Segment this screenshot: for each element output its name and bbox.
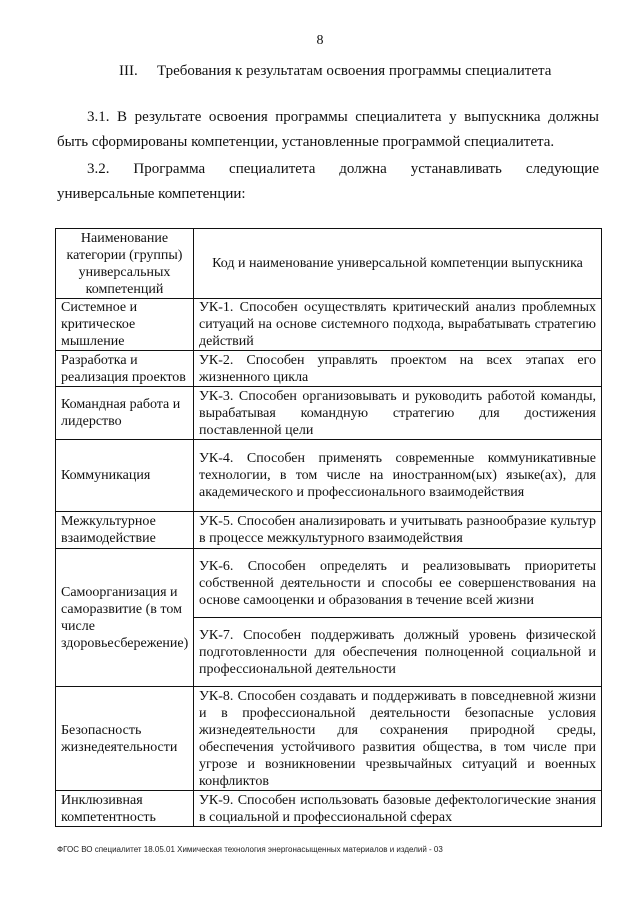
- paragraph-3-2-line2: универсальные компетенции:: [57, 186, 246, 202]
- paragraph-3-2: [57, 157, 599, 207]
- category-cell: Системное и критическое мышление: [56, 299, 194, 351]
- table-row: [56, 549, 602, 618]
- paragraph-3-2-line1: [57, 157, 599, 182]
- header-competency: Код и наименование универсальной компетенции выпускника: [194, 229, 602, 299]
- competency-cell: УК-1. Способен осуществлять критический анализ проблемных ситуаций на основе системного подхода, вырабатывать стратегию действий: [194, 299, 602, 351]
- category-cell: Разработка и реализация проектов: [56, 351, 194, 387]
- table-header-row: [56, 229, 602, 299]
- category-cell: Самоорганизация и саморазвитие (в том числе здоровьесбережение): [56, 549, 194, 687]
- competency-cell: УК-8. Способен создавать и поддерживать в повседневной жизни и в профессиональной деятельности безопасные условия жизнедеятельности для сохранения природной среды, обеспечения устойчивого развития общества, в том числе при угрозе и возникновении чрезвычайных ситуаций и военных конфликтов: [194, 687, 602, 791]
- competency-cell: УК-6. Способен определять и реализовывать приоритеты собственной деятельности и способы ее совершенствования на основе самооценки и образования в течение всей жизни: [194, 549, 602, 618]
- competency-cell: УК-9. Способен использовать базовые дефектологические знания в социальной и профессиональной сферах: [194, 791, 602, 827]
- competency-cell: УК-5. Способен анализировать и учитывать разнообразие культур в процессе межкультурного взаимодействия: [194, 512, 602, 549]
- category-cell: Командная работа и лидерство: [56, 387, 194, 440]
- competency-cell: УК-3. Способен организовывать и руководить работой команды, вырабатывая командную стратегию для достижения поставленной цели: [194, 387, 602, 440]
- page-number: 8: [316, 33, 324, 48]
- table-row: [56, 687, 602, 791]
- competency-cell: УК-7. Способен поддерживать должный уровень физической подготовленности для обеспечения полноценной социальной и профессиональной деятельности: [194, 618, 602, 687]
- category-cell: Безопасность жизнедеятельности: [56, 687, 194, 791]
- competency-cell: УК-2. Способен управлять проектом на всех этапах его жизненного цикла: [194, 351, 602, 387]
- competencies-table: [55, 228, 602, 827]
- table-row: [56, 512, 602, 549]
- section-number: III.: [119, 63, 138, 79]
- paragraph-3-2-line1-text: 3.2. Программа специалитета должна устанавливать следующие: [87, 161, 599, 177]
- table-row: [56, 351, 602, 387]
- footer-note: ФГОС ВО специалитет 18.05.01 Химическая технология энергонасыщенных материалов и изделий - 03: [57, 845, 443, 854]
- section-title: Требования к результатам освоения программы специалитета: [157, 63, 552, 79]
- category-cell: Коммуникация: [56, 440, 194, 512]
- category-cell: Инклюзивная компетентность: [56, 791, 194, 827]
- section-heading: [119, 63, 551, 80]
- paragraph-3-1-text: 3.1. В результате освоения программы специалитета у выпускника должны быть сформированы компетенции, установленные программой специалитета.: [57, 109, 599, 150]
- table-row: [56, 440, 602, 512]
- paragraph-3-1: [57, 105, 599, 155]
- competency-cell: УК-4. Способен применять современные коммуникативные технологии, в том числе на иностранном(ых) языке(ах), для академического и профессионального взаимодействия: [194, 440, 602, 512]
- table-row: [56, 299, 602, 351]
- category-cell: Межкультурное взаимодействие: [56, 512, 194, 549]
- table-row: [56, 791, 602, 827]
- table-row: [56, 387, 602, 440]
- header-category: Наименование категории (группы) универсальных компетенций: [56, 229, 194, 299]
